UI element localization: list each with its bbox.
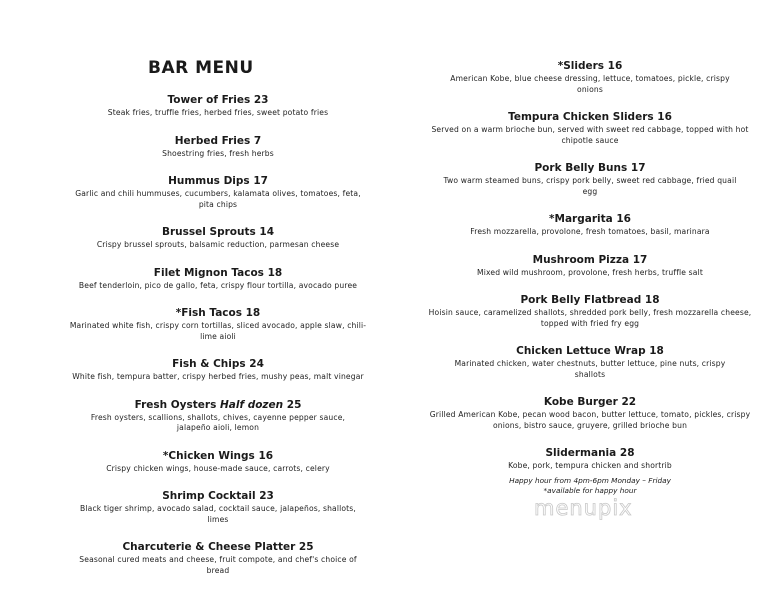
item-name: Herbed Fries 7 — [174, 134, 262, 147]
menu-item — [40, 175, 396, 210]
availability-text: *available for happy hour — [543, 486, 637, 495]
item-name: Slidermania 28 — [545, 447, 635, 459]
item-description: Fresh mozzarella, provolone, fresh tomatoes, basil, marinara — [470, 227, 710, 236]
item-description: Crispy brussel sprouts, balsamic reduction, parmesan cheese — [96, 240, 340, 249]
item-description: Hoisin sauce, caramelized shallots, shredded pork belly, fresh mozzarella cheese, topped with fried fry egg — [428, 308, 752, 328]
item-description: Marinated chicken, water chestnuts, butter lettuce, pine nuts, crispy shallots — [454, 359, 726, 379]
menu-item — [40, 541, 396, 576]
menu-item — [412, 294, 768, 329]
menu-item — [412, 111, 768, 146]
item-description: Kobe, pork, tempura chicken and shortrib — [508, 461, 672, 470]
item-description: Beef tenderloin, pico de gallo, feta, crispy flour tortilla, avocado puree — [78, 280, 358, 290]
item-name: *Chicken Wings 16 — [162, 449, 274, 462]
item-name-note: Half dozen — [220, 398, 284, 411]
item-name: *Fish Tacos 18 — [175, 307, 261, 319]
item-name: Shrimp Cocktail 23 — [162, 490, 274, 502]
menu-item — [412, 254, 768, 279]
item-name: Fish & Chips 24 — [172, 358, 264, 370]
menu-item — [412, 396, 768, 431]
item-description: Mixed wild mushroom, provolone, fresh herbs, truffle salt — [477, 267, 703, 277]
item-name: Filet Mignon Tacos 18 — [153, 266, 283, 279]
menu-item — [40, 399, 396, 434]
menu-item — [40, 450, 396, 475]
menu-item — [40, 307, 396, 342]
item-description: Seasonal cured meats and cheese, fruit compote, and chef's choice of bread — [79, 555, 357, 575]
menu-item — [40, 358, 396, 383]
menu-item — [40, 94, 396, 119]
item-description: Grilled American Kobe, pecan wood bacon, butter lettuce, tomato, pickles, crispy onions, bistro sauce, gruyere, grilled brioche bun — [429, 410, 751, 430]
item-name: *Margarita 16 — [549, 213, 631, 225]
item-name: *Sliders 16 — [557, 60, 623, 72]
item-description: Shoestring fries, fresh herbs — [162, 148, 274, 158]
item-price: 25 — [283, 398, 302, 411]
item-name — [40, 399, 396, 412]
item-description: Black tiger shrimp, avocado salad, cocktail sauce, jalapeños, shallots, limes — [80, 504, 356, 524]
happy-hour-note — [412, 476, 768, 496]
menu-item — [412, 213, 768, 238]
item-description: Crispy chicken wings, house-made sauce, carrots, celery — [106, 463, 330, 473]
menu-item — [412, 345, 768, 380]
item-name: Pork Belly Flatbread 18 — [520, 294, 660, 306]
menu-item — [412, 162, 768, 197]
item-description: Fresh oysters, scallions, shallots, chives, cayenne pepper sauce, jalapeño aioli, lemon — [90, 412, 346, 432]
menu-item — [40, 226, 396, 251]
item-name: Tower of Fries 23 — [167, 94, 269, 106]
item-name: Charcuterie & Cheese Platter 25 — [122, 541, 314, 553]
item-description: Served on a warm brioche bun, served with sweet red cabbage, topped with hot chipotle sauce — [431, 125, 749, 145]
item-name: Kobe Burger 22 — [543, 396, 637, 408]
item-description: White fish, tempura batter, crispy herbed fries, mushy peas, malt vinegar — [72, 372, 364, 381]
menu-item — [40, 490, 396, 525]
menupix-watermark: menupix — [534, 496, 633, 520]
left-column — [40, 94, 396, 576]
right-column — [412, 60, 768, 472]
item-name: Tempura Chicken Sliders 16 — [508, 111, 672, 123]
item-description: American Kobe, blue cheese dressing, lettuce, tomatoes, pickle, crispy onions — [450, 74, 730, 94]
menu-title: BAR MENU — [148, 58, 254, 78]
menu-item — [40, 267, 396, 292]
item-description: Marinated white fish, crispy corn tortillas, sliced avocado, apple slaw, chili-lime aioli — [69, 321, 367, 341]
menu-item — [412, 447, 768, 472]
item-name: Pork Belly Buns 17 — [534, 162, 646, 174]
item-name-main: Fresh Oysters — [134, 398, 220, 411]
item-name: Chicken Lettuce Wrap 18 — [516, 345, 664, 357]
happy-hour-text: Happy hour from 4pm-6pm Monday – Friday — [509, 476, 671, 485]
menu-item — [40, 135, 396, 160]
item-name: Brussel Sprouts 14 — [161, 226, 274, 238]
item-description: Steak fries, truffle fries, herbed fries, sweet potato fries — [107, 108, 329, 117]
item-name: Mushroom Pizza 17 — [532, 253, 648, 266]
menu-item — [412, 60, 768, 95]
item-description: Garlic and chili hummuses, cucumbers, kalamata olives, tomatoes, feta, pita chips — [75, 189, 361, 209]
item-name: Hummus Dips 17 — [168, 175, 268, 187]
item-description: Two warm steamed buns, crispy pork belly, sweet red cabbage, fried quail egg — [443, 176, 737, 196]
